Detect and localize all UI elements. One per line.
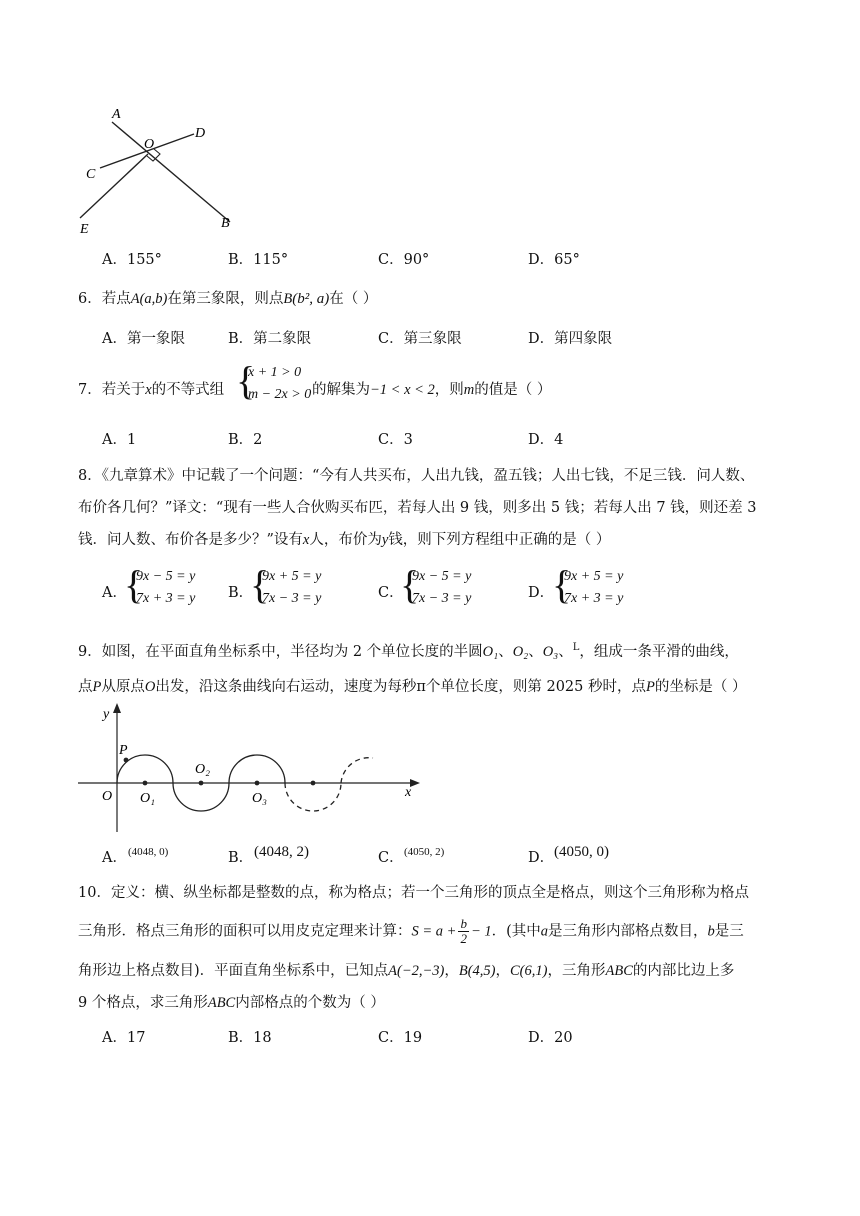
q5-option-c[interactable]: C．90° xyxy=(378,252,430,268)
q6-point-a: A(a,b) xyxy=(130,291,168,307)
q7-ineq-1: x + 1 > 0 xyxy=(248,365,302,380)
q9-pi: π xyxy=(416,679,426,695)
q8-line-3a: 钱．问人数、布价各是多少？”设有 xyxy=(78,532,303,548)
point-next xyxy=(311,781,316,786)
q10-line-3c: 的内部比边上多 xyxy=(632,963,735,979)
label-y: y xyxy=(103,707,110,722)
q10-option-a[interactable]: A．17 xyxy=(102,1030,146,1046)
q9-line-2a: 点 xyxy=(78,679,93,695)
equation: 7x − 3 = y xyxy=(412,591,472,606)
q10-abc-2: ABC xyxy=(207,995,236,1011)
q9-option-c-label: C． xyxy=(378,850,404,866)
q10-var-b: b xyxy=(707,923,715,940)
equation: 9x + 5 = y xyxy=(262,569,322,584)
q7-option-b[interactable]: B．2 xyxy=(228,432,263,448)
semicircle-o2 xyxy=(173,783,229,811)
q9-option-d-label: D． xyxy=(528,850,555,866)
q10-line-3b: ，三角形 xyxy=(547,963,606,979)
q6-option-d[interactable]: D．第四象限 xyxy=(528,331,613,347)
label-p: P xyxy=(119,743,128,758)
label-o2: O₂ xyxy=(195,762,210,777)
q10-formula-rhs: − 1 xyxy=(470,923,492,940)
q5-angle-figure xyxy=(70,100,240,240)
q9-var-p-2: P xyxy=(646,679,655,695)
q10-line-2d: 是三 xyxy=(714,923,744,940)
q7-mid: 的不等式组 xyxy=(151,382,225,398)
q10-line-3a: 角形边上格点数目)．平面直角坐标系中，已知点 xyxy=(78,963,389,979)
q9-option-a-value: (4048, 0) xyxy=(128,846,169,858)
q5-option-b[interactable]: B．115° xyxy=(228,252,289,268)
q7-inequality-system xyxy=(236,358,316,409)
q6-prefix: 6．若点 xyxy=(78,291,131,307)
equation: 9x − 5 = y xyxy=(136,569,196,584)
q8-option-c-label: C． xyxy=(378,585,404,601)
q9-line-2d: 个单位长度，则第 2025 秒时，点 xyxy=(425,679,646,695)
q10-line-1: 10．定义：横、纵坐标都是整数的点，称为格点；若一个三角形的顶点全是格点，则这个三角形称为格点 xyxy=(78,885,749,901)
point-o2 xyxy=(199,781,204,786)
q9-line-1a: 9．如图，在平面直角坐标系中，半径均为 2 个单位长度的半圆 xyxy=(78,644,483,660)
semicircle-dashed-2 xyxy=(341,758,373,783)
q10-fraction xyxy=(458,917,469,946)
q9-o1: O₁ xyxy=(482,644,499,660)
q6-point-b: B xyxy=(283,291,293,307)
q8-var-x: x xyxy=(302,532,310,548)
q8-var-y: y xyxy=(381,532,389,548)
q10-option-d[interactable]: D．20 xyxy=(528,1030,573,1046)
label-c: C xyxy=(86,167,96,182)
label-e: E xyxy=(80,222,89,237)
q7-var-x: x xyxy=(145,382,152,398)
q8-option-d-label: D． xyxy=(528,585,555,601)
q9-line-1b: ，组成一条平滑的曲线， xyxy=(579,644,739,660)
q10-var-a: a xyxy=(540,923,549,940)
q10-formula-lhs: S = a + xyxy=(411,923,457,940)
equation: 7x + 3 = y xyxy=(564,591,624,606)
q9-o3: O₃ xyxy=(542,644,559,660)
q7-range: −1 < x < 2 xyxy=(370,382,435,398)
q5-option-d[interactable]: D．65° xyxy=(528,252,580,268)
q7-option-c[interactable]: C．3 xyxy=(378,432,413,448)
q9-option-a-label: A． xyxy=(102,850,127,866)
brace: { xyxy=(400,562,420,607)
q9-sep-2: 、 xyxy=(528,644,543,660)
label-x: x xyxy=(405,785,412,800)
label-origin: O xyxy=(102,789,113,804)
q9-option-d-value: (4050, 0) xyxy=(554,844,609,860)
q10-frac-num: b xyxy=(460,916,467,931)
q10-abc: ABC xyxy=(605,963,633,979)
q9-sep-3: 、 xyxy=(558,644,573,660)
label-a: A xyxy=(112,107,121,122)
point-o1 xyxy=(143,781,148,786)
q10-line-4a: 9 个格点，求三角形 xyxy=(78,995,208,1011)
q9-option-c-value: (4050, 2) xyxy=(404,846,445,858)
label-o3: O₃ xyxy=(252,791,267,806)
semicircle-o3 xyxy=(229,755,285,783)
q9-var-o: O xyxy=(144,679,156,695)
equation: 7x + 3 = y xyxy=(136,591,196,606)
y-axis-arrow xyxy=(113,703,121,713)
q9-var-p: P xyxy=(92,679,102,695)
q9-option-b-label: B． xyxy=(228,850,254,866)
semicircle-dashed-1 xyxy=(285,783,341,811)
q8-line-2: 布价各几何？”译文：“现有一些人合伙购买布匹，若每人出 9 钱，则多出 5 钱；若每人出 7 钱，则还差 3 xyxy=(78,500,757,516)
equation: 9x − 5 = y xyxy=(412,569,472,584)
brace: { xyxy=(552,562,572,607)
q10-point-a: A(−2,−3) xyxy=(388,963,445,979)
q9-sep-1: 、 xyxy=(498,644,513,660)
brace: { xyxy=(250,562,270,607)
q8-line-3c: 钱，则下列方程组中正确的是（ ） xyxy=(388,532,611,548)
q6-option-a[interactable]: A．第一象限 xyxy=(102,331,185,347)
q8-line-3b: 人，布价为 xyxy=(309,532,382,548)
q7-mid2: 的解集为 xyxy=(312,382,370,398)
q9-curve-figure xyxy=(70,700,430,840)
equation: 9x + 5 = y xyxy=(564,569,624,584)
q10-line-2b: ．(其中 xyxy=(491,923,541,940)
q9-line-2e: 的坐标是（ ） xyxy=(654,679,747,695)
q5-option-a[interactable]: A．155° xyxy=(102,252,162,268)
q7-var-m: m xyxy=(463,382,475,398)
q10-option-c[interactable]: C．19 xyxy=(378,1030,423,1046)
q10-line-2a: 三角形．格点三角形的面积可以用皮克定理来计算： xyxy=(78,923,412,940)
q7-ineq-2: m − 2x > 0 xyxy=(248,387,312,402)
label-b: B xyxy=(221,216,230,231)
q9-ellipsis: L xyxy=(572,642,580,654)
q6-option-b[interactable]: B．第二象限 xyxy=(228,331,312,347)
label-o: O xyxy=(144,137,155,152)
q9-line-2b: 从原点 xyxy=(101,679,145,695)
q10-comma-2: ， xyxy=(495,963,511,979)
q7-mid3: ，则 xyxy=(434,382,464,398)
q6-stem xyxy=(78,287,377,308)
q7-prefix: 7．若关于 xyxy=(78,382,146,398)
q8-line-1: 8．《九章算术》中记载了一个问题：“今有人共买布，人出九钱，盈五钱；人出七钱，不足三钱．问人数、 xyxy=(78,468,755,484)
q6-suffix: 在（ ） xyxy=(329,291,378,307)
q10-comma-1: ， xyxy=(444,963,459,979)
q7-option-d[interactable]: D．4 xyxy=(528,432,564,448)
q8-option-b-label: B． xyxy=(228,585,254,601)
q6-point-b-args: (b², a) xyxy=(292,291,330,307)
brace: { xyxy=(124,562,144,607)
q7-option-a[interactable]: A．1 xyxy=(102,432,137,448)
q10-line-4b: 内部格点的个数为（ ） xyxy=(235,995,385,1011)
label-d: D xyxy=(195,126,206,141)
q9-o2: O₂ xyxy=(512,644,529,660)
q10-point-b: B(4,5) xyxy=(458,963,496,979)
equation: 7x − 3 = y xyxy=(262,591,322,606)
q9-line-2c: 出发，沿这条曲线向右运动，速度为每秒 xyxy=(155,679,417,695)
q6-mid: 在第三象限，则点 xyxy=(167,291,284,307)
q10-point-c: C(6,1) xyxy=(510,963,548,979)
q8-option-a-label: A． xyxy=(102,585,127,601)
q10-frac-den: 2 xyxy=(460,931,467,946)
q7-suffix: 的值是（ ） xyxy=(474,382,552,398)
x-axis-arrow xyxy=(410,779,420,787)
point-o3 xyxy=(255,781,260,786)
q6-option-c[interactable]: C．第三象限 xyxy=(378,331,462,347)
label-o1: O₁ xyxy=(140,791,155,806)
q10-line-2c: 是三角形内部格点数目， xyxy=(548,923,708,940)
q10-option-b[interactable]: B．18 xyxy=(228,1030,272,1046)
point-p xyxy=(124,758,129,763)
q9-option-b-value: (4048, 2) xyxy=(254,844,309,860)
q7-brace: { xyxy=(236,358,256,403)
